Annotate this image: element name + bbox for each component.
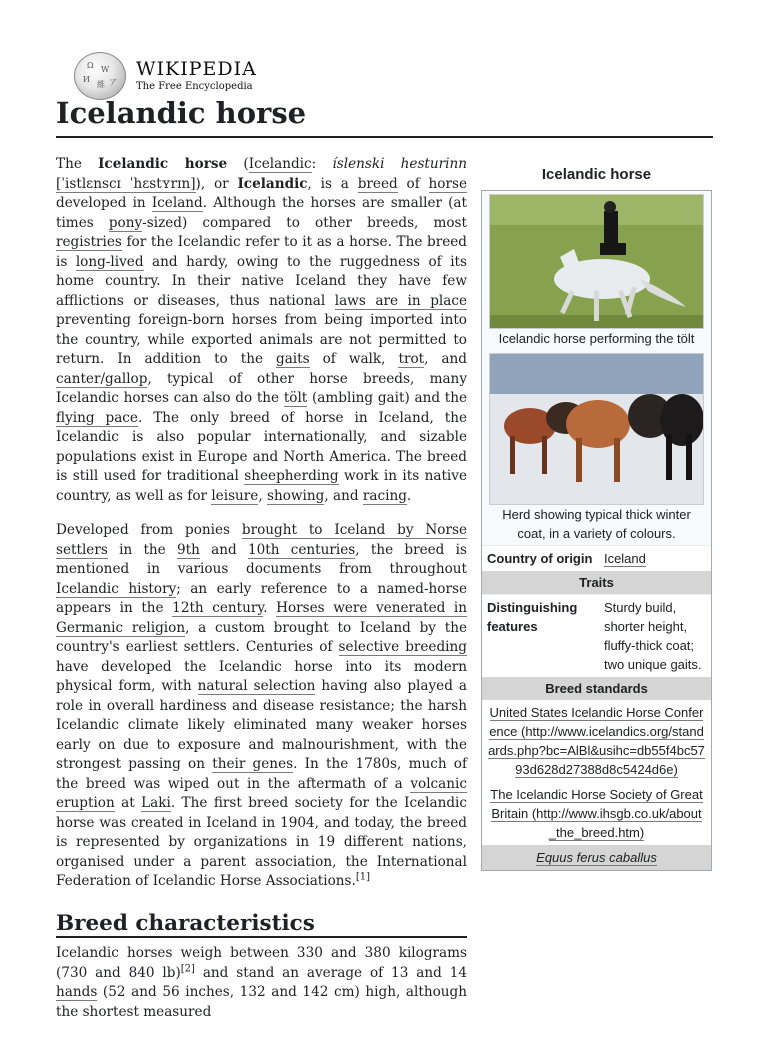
inline-link[interactable]: registries [56, 234, 122, 250]
text-run: of [397, 175, 429, 192]
standard-link-gb[interactable]: The Icelandic Horse Society of Great Britain (http://www.ihsgb.co.uk/about_the_breed.htm) [490, 787, 703, 840]
tagline: The Free Encyclopedia [136, 81, 253, 92]
puzzle-globe-icon: Ω W И 維 ア [74, 52, 126, 100]
inline-link[interactable]: 10th centuries [247, 541, 356, 558]
title-divider [56, 136, 713, 138]
inline-link[interactable]: flying pace [56, 409, 138, 426]
text-run: work in its native country, as well as for [56, 468, 467, 504]
scientific-name-link[interactable]: Equus ferus caballus [536, 850, 657, 865]
horse-tolt-image[interactable] [489, 194, 704, 329]
inline-link[interactable]: canter/gallop [56, 370, 148, 387]
text-run: preventing foreign-born horses from being imported into the country, while exported animals are not permitted to return. In addition to the [56, 312, 467, 367]
page-title: Icelandic horse [56, 96, 307, 130]
text-run: Icelandic horses weigh between 330 and 380 kilograms (730 and 840 lb) [56, 945, 467, 981]
inline-link[interactable]: hands [56, 984, 98, 1000]
image-caption: Herd showing typical thick winter coat, in a variety of colours. [502, 507, 691, 541]
text-run: , typical of other horse breeds, many Icelandic horses can also do the [56, 370, 467, 406]
inline-link[interactable]: natural selection [197, 678, 316, 694]
inline-link[interactable]: laws are in place [334, 292, 468, 309]
inline-link[interactable]: breed [357, 175, 398, 192]
paragraph [56, 944, 467, 1022]
inline-link[interactable]: gaits [276, 351, 310, 367]
text-run: at [114, 795, 142, 811]
inline-link[interactable]: 9th [177, 541, 200, 558]
text-run: Icelandic [237, 175, 308, 192]
text-run: and hardy, owing to the ruggedness of its home country. In their native Iceland they have few afflictions or diseases, thus national [56, 253, 467, 309]
text-run: having also played a role in overall hardiness and disease resistance; the harsh Icelandic climate likely eliminated many weaker horses early on due to exposure and malnourishment, with the strongest passing on [56, 678, 467, 772]
breed-standards-header: Breed standards [482, 677, 711, 700]
inline-link[interactable]: leisure [211, 487, 259, 504]
infobox-row-features [482, 594, 711, 677]
article-body [56, 155, 467, 1037]
inline-link[interactable]: Horses were venerated in Germanic religion [56, 600, 467, 636]
text-run: : [311, 156, 333, 172]
wordmark: WIKIPEDIA [136, 58, 257, 80]
infobox-title: Icelandic horse [541, 166, 652, 183]
inline-link[interactable]: Laki [141, 795, 171, 811]
text-run: íslenski hesturinn [332, 156, 468, 172]
inline-link[interactable]: sheepherding [244, 468, 339, 484]
inline-link[interactable]: their genes [212, 756, 294, 772]
inline-link[interactable]: horse [428, 175, 468, 192]
inline-link[interactable]: racing [362, 487, 407, 504]
inline-link[interactable]: trot [398, 351, 425, 367]
text-run: . In the 1780s, much of the breed was wiped out in the aftermath of a [56, 756, 468, 792]
text-run: and [199, 541, 248, 558]
text-run: , is a [307, 175, 358, 192]
infobox-row-origin [482, 545, 711, 571]
citation-link[interactable]: [2] [180, 962, 195, 974]
inline-link[interactable]: volcanic eruption [56, 775, 467, 811]
text-run: Icelandic horse [98, 156, 228, 172]
text-run: ( [227, 156, 249, 172]
origin-link[interactable]: Iceland [603, 551, 646, 566]
inline-link[interactable]: brought to Iceland by Norse settlers [56, 522, 468, 558]
text-run: and stand an average of 13 and 14 [194, 964, 467, 981]
section-heading: Breed characteristics [56, 914, 467, 939]
wikipedia-logo[interactable] [74, 52, 257, 100]
text-run: . Although the horses are smaller (at times [56, 195, 468, 231]
inline-link[interactable]: Iceland [151, 195, 203, 211]
text-run: of walk, [309, 351, 399, 367]
inline-link[interactable]: long-lived [75, 253, 144, 270]
inline-link[interactable]: Icelandic [248, 156, 312, 172]
text-run: , the breed is mentioned in various documents from throughout [56, 541, 467, 577]
inline-link[interactable]: showing [267, 487, 325, 504]
text-run: Developed from ponies [56, 522, 242, 538]
inline-link[interactable]: pony [108, 214, 143, 231]
text-run: . [263, 600, 277, 616]
row-label: Country of origin [487, 551, 593, 566]
row-label: Distinguishing features [487, 600, 578, 634]
text-run: , [258, 487, 267, 504]
text-run: The [56, 156, 99, 172]
text-run: (ambling gait) and the [307, 390, 467, 406]
inline-link[interactable]: [ˈistlɛnscɪ ˈhɛstʏrɪn] [56, 175, 196, 192]
text-run: have developed the Icelandic horse into its modern physical form, with [56, 658, 467, 694]
inline-link[interactable]: selective breeding [338, 639, 467, 655]
inline-link[interactable]: 12th century [172, 600, 264, 616]
text-run: in the [107, 541, 177, 558]
citation-link[interactable]: [1] [355, 871, 371, 883]
text-run: for the Icelandic refer to it as a horse. The breed is [56, 234, 467, 270]
horse-herd-image[interactable] [489, 353, 704, 505]
standard-link-us[interactable]: United States Icelandic Horse Conference (http://www.icelandics.org/standards.php?bc=AlBl&usihc=db55f4bc5793d628d27388d8c5424d6e) [488, 705, 705, 777]
infobox [481, 190, 712, 871]
paragraph [56, 521, 467, 892]
text-run: , and [424, 351, 467, 367]
inline-link[interactable]: Icelandic history [56, 580, 177, 597]
row-value: Sturdy build, shorter height, fluffy-thick coat; two unique gaits. [603, 600, 702, 672]
text-run: -sized) compared to other breeds, most [142, 214, 467, 231]
text-run: ), or [195, 175, 238, 192]
text-run: . The only breed of horse in Iceland, the Icelandic is also popular internationally, and sizable populations exist in Europe and North America. The breed is still used for traditional [56, 409, 467, 484]
text-run: , a custom brought to Iceland by the country's earliest settlers. Centuries of [56, 619, 467, 655]
text-run: ; an early reference to a named-horse appears in the [56, 580, 467, 616]
text-run: , and [324, 487, 363, 504]
text-run: . [406, 487, 412, 504]
text-run: developed in [56, 195, 152, 211]
text-run: . The first breed society for the Icelandic horse was created in Iceland in 1904, and today, the breed is represented by organizations in 19 different nations, organised under a parent association, the International Federation of Icelandic Horse Associations. [56, 795, 467, 889]
image-caption: Icelandic horse performing the tölt [498, 331, 695, 346]
traits-header: Traits [482, 571, 711, 594]
inline-link[interactable]: tölt [283, 390, 308, 406]
text-run: (52 and 56 inches, 132 and 142 cm) high, although the shortest measured [56, 984, 467, 1020]
paragraph [56, 155, 467, 506]
